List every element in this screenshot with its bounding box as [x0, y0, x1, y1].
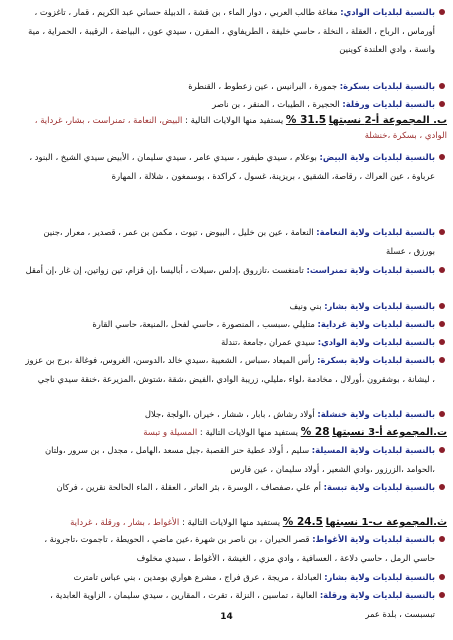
item-text: قصر الحيران ، بن ناصر بن شهرة ،عين ماضي ، الحويطة ، تاجموت ،تاجرونة ، حاسي الرمل ، حاسي دلاعة ، العسافية ، وادي مزي ، الغيشة ، الأغواط ، سيدي مخلوف — [44, 534, 435, 563]
item-text: أم علي ،صفصاف ، الوسرة ، بئر العاتر ، العقلة ، الماء الحالحة نقرين ، فركان — [56, 482, 321, 492]
item-label: بالنسبة لبلديات ولاية بسكرة: — [317, 355, 435, 365]
list-item — [24, 405, 435, 424]
group-header — [18, 515, 447, 531]
bullet-icon — [439, 83, 445, 89]
item-text: مغاغة طالب العربي ، دوار الماء ، بن قشة ، الدبيلة حساني عبد الكريم ، قمار ، تاغزوت ، أورماس ، الرباح ، العقلة ، النخلة ، حاسي خليفة ، الطريفاوي ، المقرن ، سيدي عون ، البياضة ، الرقيبة ، الحمراية ، مية وانسة ، وادي العلندة كوينين — [28, 7, 435, 54]
item-text: النعامة ، عين بن خليل ، البيوض ، تيوت ، مكمن بن عمر ، قصدير ، معرار ،جنين بورزق ، عسلة — [43, 227, 435, 256]
group-wilayas: المسيلة و تبسة — [143, 428, 198, 438]
item-text: سليم ، أولاد عطية حنر القصبة ،جبل مسعد ،الهامل ، مجدل ، بن سرور ،ولتان ،الحوامد ،الزرزور ،وادي الشعير ، أولاد سليمان ، عين فارس — [45, 445, 435, 474]
item-label: بالنسبة لبلديات ولاية الأغواط: — [312, 534, 435, 544]
bullet-icon — [439, 339, 445, 345]
bullet-icon — [439, 484, 445, 490]
item-text: الحجيرة ، الطيبات ، المنقر ، بن ناصر — [212, 99, 340, 109]
item-label: بالنسبة لبلديات ورقلة: — [342, 99, 435, 109]
group-intro: يستفيد منها الولايات التالية : — [199, 428, 298, 438]
item-text: تامنغست ،تازروق ،إدلس ،سيلات ، أباليسا ،إن قزام، تين زواتين، إن غار ،إن أمقل — [25, 265, 304, 275]
item-label: بالنسبة لبلديات ولاية تبسة: — [323, 482, 435, 492]
item-label: بالنسبة لبلديات بسكرة: — [339, 81, 435, 91]
list-item — [24, 261, 435, 280]
item-label: بالنسبة لبلديات ولاية المسيلة: — [311, 445, 435, 455]
bullet-icon — [439, 101, 445, 107]
group-title: ت.المجموعة أ-3 نسبتها — [332, 427, 447, 438]
item-text: جمورة ، البرانيس ، عين زعطوط ، القنطرة — [188, 81, 338, 91]
bullet-icon — [439, 303, 445, 309]
item-label: بالنسبة لبلديات ولاية النعامة: — [316, 227, 435, 237]
bullet-icon — [439, 267, 445, 273]
item-label: بالنسبة لبلديات ولاية خنشلة: — [317, 409, 435, 419]
bullet-icon — [439, 592, 445, 598]
group-wilayas: البيض، النعامة ، تمنراست ، بشار، غرداية ، الوادي ، بسكرة ،خنشلة — [34, 116, 447, 141]
group-percent: 31.5 % — [285, 114, 327, 126]
item-label: بالنسبة لبلديات ولاية ورقلة: — [319, 590, 435, 600]
item-label: بالنسبة لبلديات ولاية البيض: — [319, 152, 435, 162]
list-item — [24, 297, 435, 316]
list-item — [24, 315, 435, 334]
item-label: بالنسبة لبلديات الوادي: — [340, 7, 435, 17]
bullet-icon — [439, 411, 445, 417]
list-item — [24, 478, 435, 497]
bullet-icon — [439, 154, 445, 160]
bullet-icon — [439, 321, 445, 327]
list-item — [24, 530, 435, 567]
list-item — [24, 148, 435, 185]
list-item — [24, 77, 435, 96]
group-wilayas: الأغواط ، بشار ، ورقلة ، غرداية — [70, 518, 180, 528]
bullet-icon — [439, 357, 445, 363]
item-label: بالنسبة لبلديات ولاية غرداية: — [317, 319, 435, 329]
item-text: بني ونيف — [289, 301, 322, 311]
bullet-icon — [439, 229, 445, 235]
list-item — [24, 568, 435, 587]
item-text: سيدي عمران ،جامعة ،تندلة — [221, 337, 316, 347]
list-item — [24, 223, 435, 260]
group-header — [18, 113, 447, 144]
item-text: العالية ، تماسين ، النزلة ، تقرت ، المقارين ، سيدي سليمان ، الزاوية العابدية ، تبسبست ، بلدة عمر — [50, 590, 435, 619]
list-item — [24, 351, 435, 388]
bullet-icon — [439, 536, 445, 542]
list-item — [24, 3, 435, 59]
item-label: بالنسبة لبلديات ولاية بشار: — [324, 301, 435, 311]
list-item — [24, 95, 435, 114]
list-item — [24, 333, 435, 352]
bullet-icon — [439, 9, 445, 15]
group-percent: 24.5 % — [282, 516, 323, 528]
group-title: ث.المجموعة ب-1 نسبتها — [325, 517, 447, 528]
group-percent: 28 % — [300, 426, 330, 438]
item-text: العبادلة ، مريجة ، عرق فراج ، مشرع هواري بومدين ، بني عباس تامترت — [73, 572, 322, 582]
group-intro: يستفيد منها الولايات التالية : — [185, 116, 284, 126]
page-number: 14 — [220, 612, 233, 622]
bullet-icon — [439, 574, 445, 580]
item-text: بوعلام ، سيدي طيفور ، سيدي عامر ، سيدي سليمان ، الأبيض سيدي الشيخ ، البنود ، عرباوة ، عين العراك ، رقاصة، الشقيق ، بريزينة، غسول ، كراكدة ، بوسمغون ، شلالة ، المهارة — [29, 152, 435, 181]
item-label: بالنسبة لبلديات ولاية الوادي: — [317, 337, 435, 347]
item-label: بالنسبة لبلديات ولاية تمنراست: — [306, 265, 435, 275]
group-header — [18, 425, 447, 441]
item-text: رأس الميعاد ،سباس ، الشعيبة ،سيدي خالد ،الدوسن، الغروس، فوغالة ،برج بن عزوز ، ليشانة ، بوشقرون ،أورلال ، مخادمة ،لواء ،مليلي، زريبة الوادي ،الفيض ،شقة ،شتوش ،المزيرعة ،خنقة سيدي ناجي — [25, 355, 435, 384]
item-text: متليلي ،سبسب ، المنصورة ، حاسي لفحل ،المنيعة، حاسي القارة — [92, 319, 315, 329]
item-text: أولاد رشاش ، بابار ، ششار ، خيران ،الولجة ،جلال — [144, 409, 315, 419]
item-label: بالنسبة لبلديات ولاية بشار: — [324, 572, 435, 582]
group-intro: يستفيد منها الولايات التالية : — [181, 518, 281, 528]
bullet-icon — [439, 447, 445, 453]
list-item — [24, 441, 435, 478]
group-title: ب. المجموعة أ-2 نسبتها — [328, 115, 447, 126]
